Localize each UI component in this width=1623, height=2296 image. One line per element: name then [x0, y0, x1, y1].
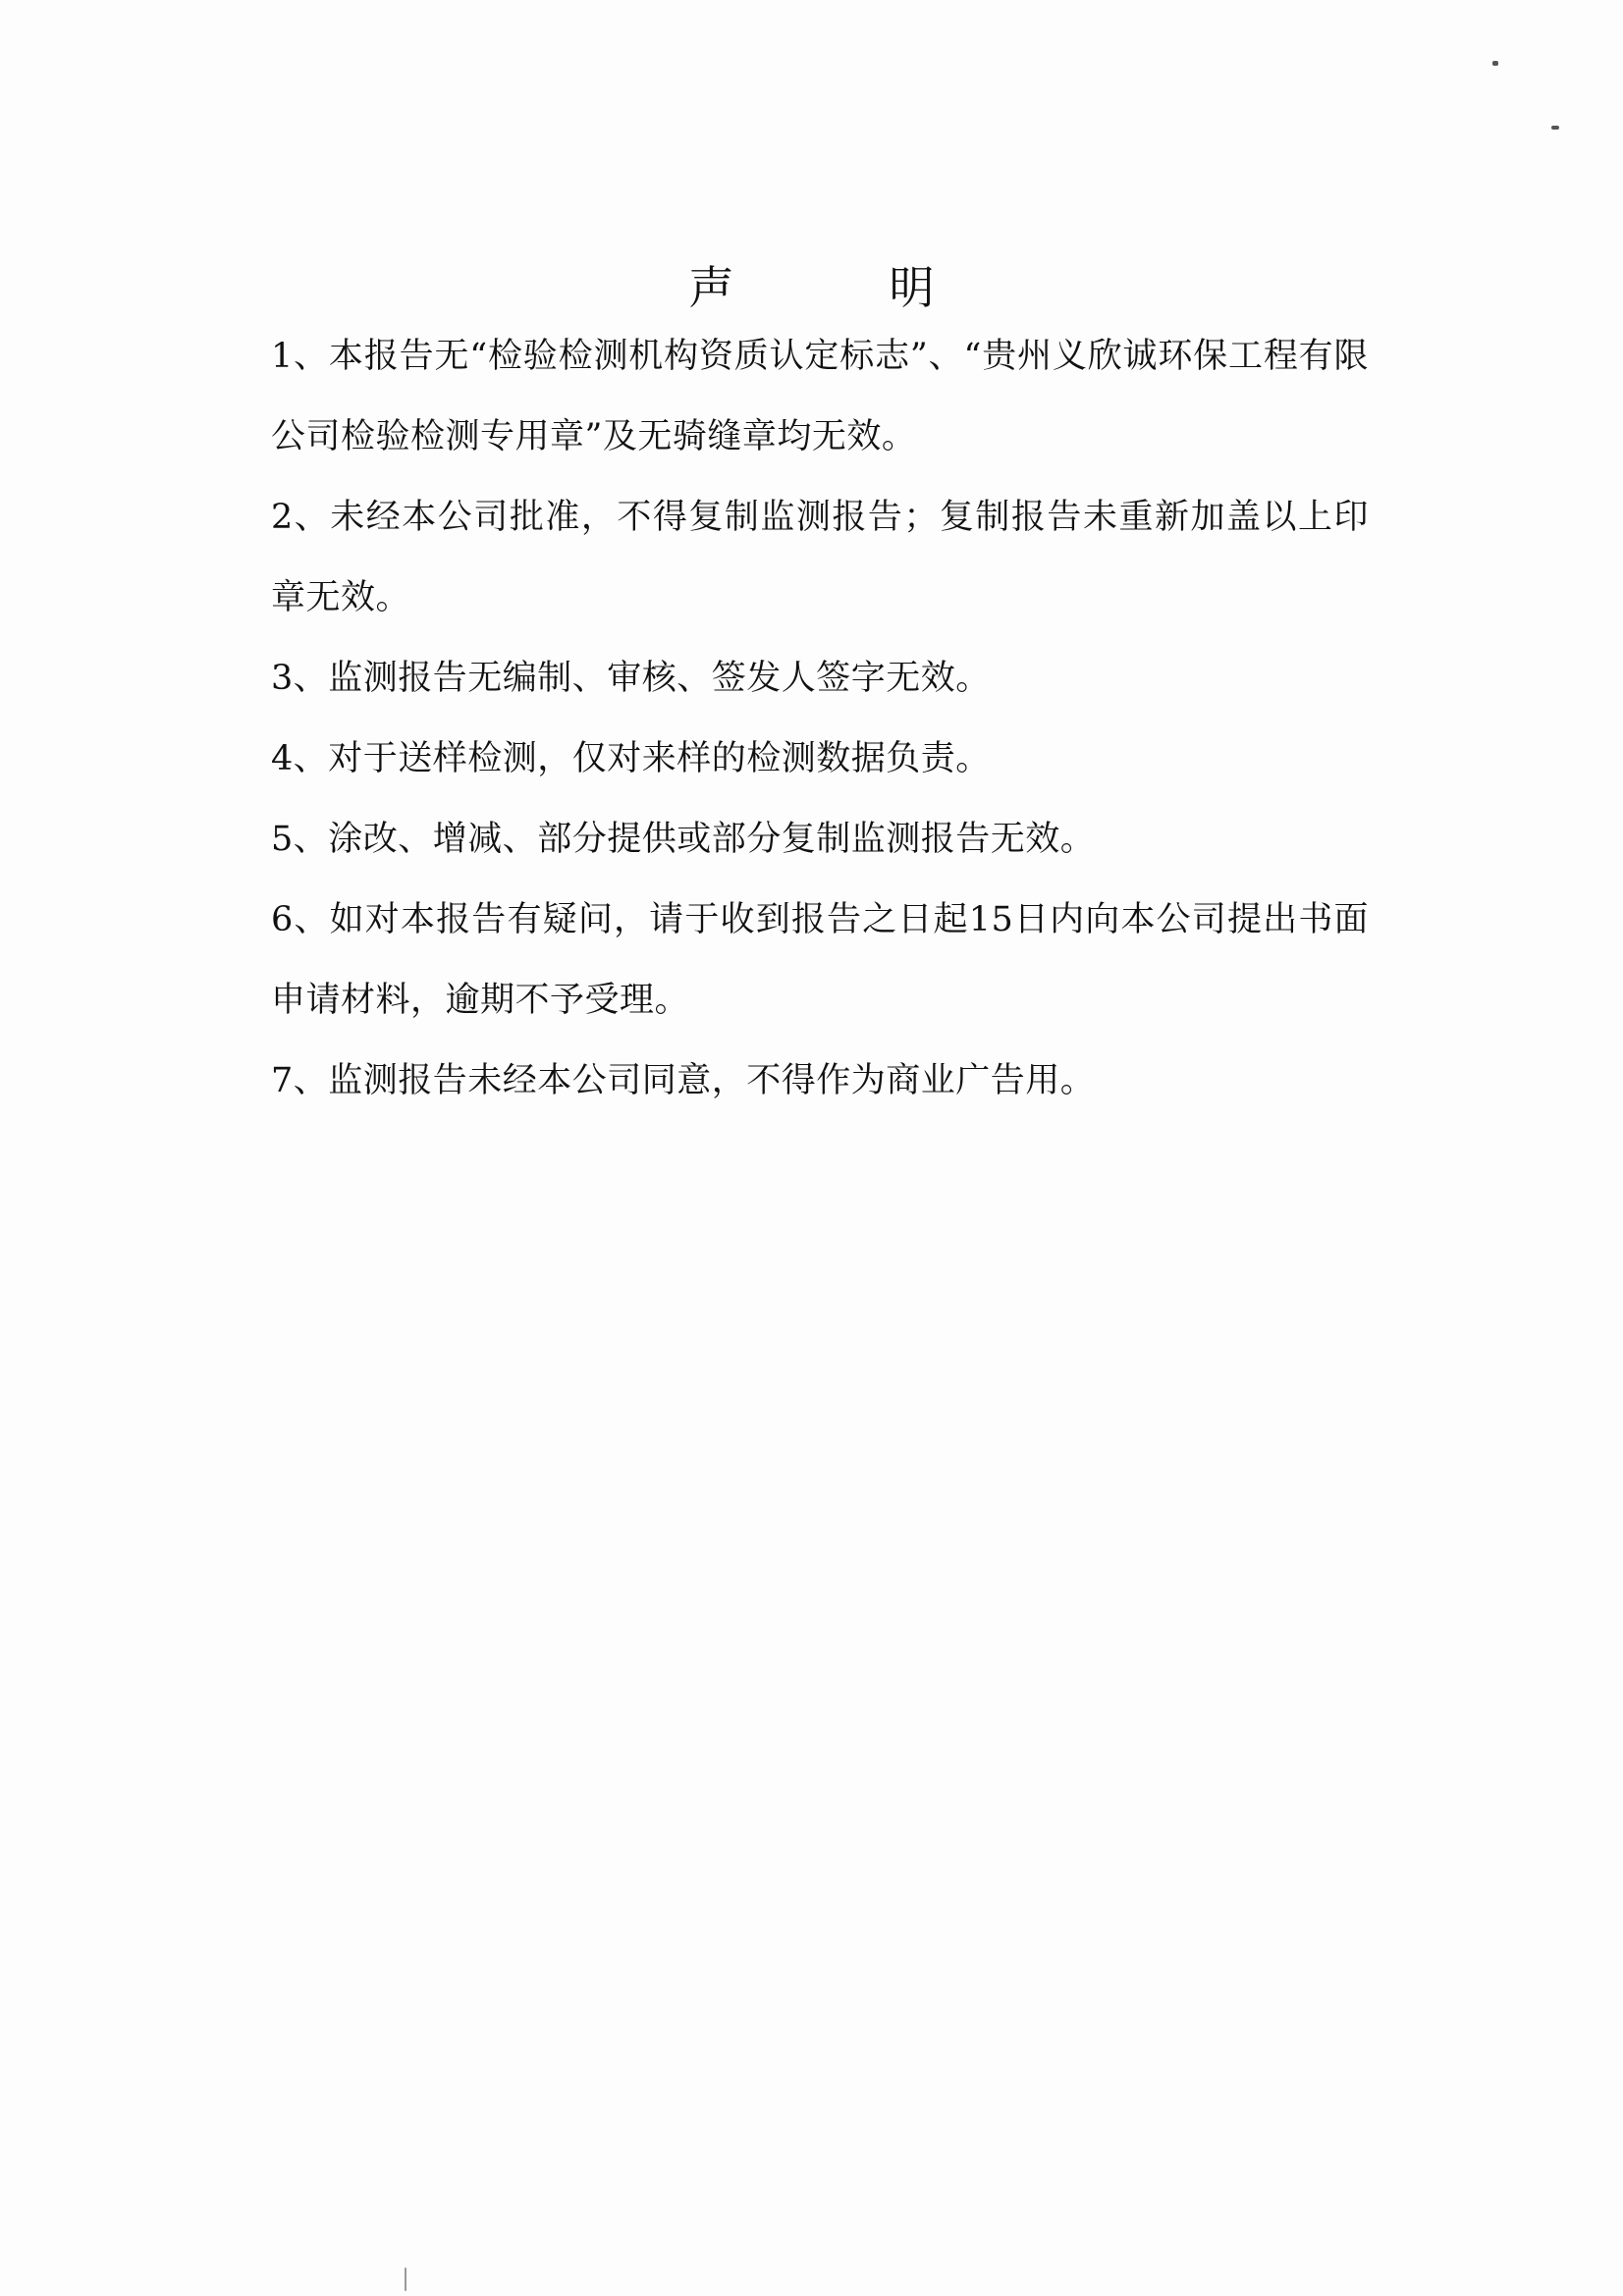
scan-speck — [1492, 61, 1498, 66]
clause-7: 7、监测报告未经本公司同意，不得作为商业广告用。 — [271, 1061, 1096, 1100]
clause-5: 5、涂改、增减、部分提供或部分复制监测报告无效。 — [271, 820, 1096, 859]
clause-6: 6、如对本报告有疑问，请于收到报告之日起15日内向本公司提出书面申请材料，逾期不予受理。 — [271, 900, 1369, 1020]
scan-speck — [405, 2268, 406, 2291]
clause-2: 2、未经本公司批准，不得复制监测报告；复制报告未重新加盖以上印章无效。 — [271, 498, 1369, 617]
clause-list — [271, 316, 1369, 1121]
page-title: 声 明 — [688, 260, 990, 314]
clause-1: 1、本报告无“检验检测机构资质认定标志”、“贵州义欣诚环保工程有限公司检验检测专用章”及无骑缝章均无效。 — [271, 337, 1369, 456]
scan-speck — [1551, 126, 1559, 130]
clause-4: 4、对于送样检测，仅对来样的检测数据负责。 — [271, 739, 991, 778]
clause-3: 3、监测报告无编制、审核、签发人签字无效。 — [271, 659, 991, 698]
